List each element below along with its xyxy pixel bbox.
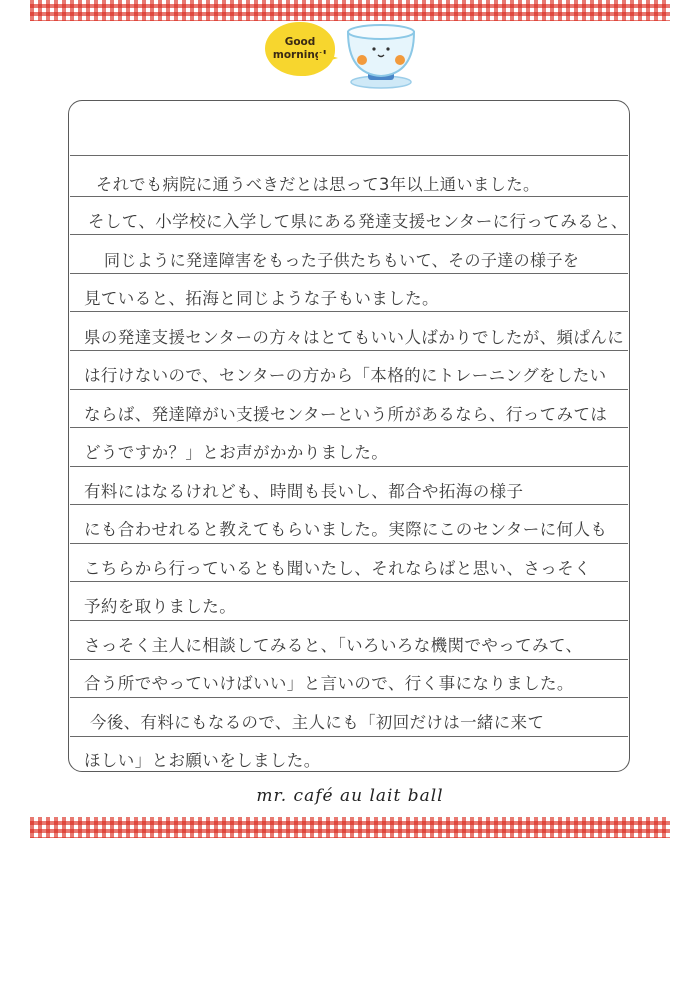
- letter-line: そして、小学校に入学して県にある発達支援センターに行ってみると、: [88, 212, 628, 231]
- ruled-line: [70, 155, 628, 156]
- ruled-line: [70, 504, 628, 505]
- letter-line: ほしい」とお願いをしました。: [84, 751, 321, 770]
- teacup-face-icon: [338, 16, 424, 94]
- letter-line: 予約を取りました。: [84, 597, 237, 616]
- letter-line: 今後、有料にもなるので、主人にも「初回だけは一緒に来て: [90, 713, 545, 732]
- ruled-line: [70, 581, 628, 582]
- letter-line: どうですか？」とお声がかかりました。: [84, 443, 389, 462]
- letter-line: それでも病院に通うべきだとは思って3年以上通いました。: [96, 175, 540, 194]
- bubble-text-line1: Good: [284, 36, 316, 48]
- letter-paper: [68, 100, 630, 772]
- ruled-line: [70, 736, 628, 737]
- ruled-line: [70, 311, 628, 312]
- letter-line: にも合わせれると教えてもらいました。実際にこのセンターに何人も: [84, 520, 608, 539]
- speech-bubble-tail: [318, 52, 338, 64]
- ruled-line: [70, 697, 628, 698]
- gingham-bottom-border: [30, 817, 670, 838]
- ruled-line: [70, 234, 628, 235]
- ruled-line: [70, 389, 628, 390]
- ruled-line: [70, 466, 628, 467]
- ruled-line: [70, 196, 628, 197]
- letter-line: 有料にはなるけれども、時間も長いし、都合や拓海の様子: [84, 482, 524, 501]
- letter-line: 県の発達支援センターの方々はとてもいい人ばかりでしたが、頻ぱんに: [84, 328, 625, 347]
- letter-line: 同じように発達障害をもった子供たちもいて、その子達の様子を: [104, 251, 580, 270]
- speech-bubble: [265, 22, 335, 76]
- letter-line: さっそく主人に相談してみると、「いろいろな機関でやってみて、: [84, 636, 583, 655]
- letter-line: こちらから行っているとも聞いたし、それならばと思い、さっそく: [84, 559, 591, 578]
- ruled-line: [70, 620, 628, 621]
- letter-line: ならば、発達障がい支援センターという所があるなら、行ってみては: [84, 405, 608, 424]
- ruled-line: [70, 350, 628, 351]
- letter-line: 見ていると、拓海と同じような子もいました。: [84, 289, 439, 308]
- ruled-line: [70, 273, 628, 274]
- ruled-line: [70, 543, 628, 544]
- ruled-line: [70, 659, 628, 660]
- letter-line: は行けないので、センターの方から「本格的にトレーニングをしたい: [84, 366, 607, 385]
- letter-line: 合う所でやっていけばいい」と言いので、行く事になりました。: [84, 674, 574, 693]
- brand-footer: mr. café au lait ball: [256, 786, 444, 806]
- ruled-line: [70, 427, 628, 428]
- bubble-text-line2: morning!: [272, 49, 328, 61]
